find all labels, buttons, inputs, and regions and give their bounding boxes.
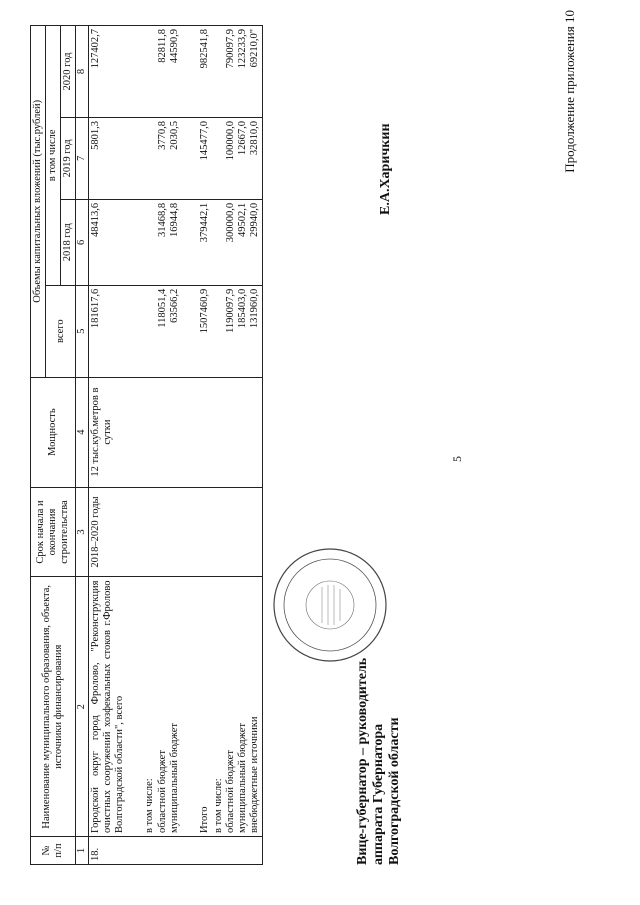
- table-row: [198, 26, 212, 865]
- itogo-funding-sources: в том числе: областной бюджет муниципальный бюджет внебюджетные источники: [212, 577, 263, 837]
- header-2020: 2020 год: [61, 26, 76, 118]
- itogo-total-values: 1190097,9 185403,0 131960,0: [212, 285, 263, 377]
- itogo-values-2019: 100000,0 12667,0 32810,0: [212, 117, 263, 199]
- itogo-2020: 982541,8: [198, 26, 212, 118]
- itogo-total: 1507460,9: [198, 285, 212, 377]
- capacity: 12 тыс.куб.метров в сутки: [89, 377, 128, 487]
- header-capacity: Мощность: [31, 377, 76, 487]
- values-2019: 3770,8 2030,5: [143, 117, 181, 199]
- header-2018: 2018 год: [61, 199, 76, 285]
- funding-sources: в том числе: областной бюджет муниципальный бюджет: [143, 577, 181, 837]
- total-value: 181617,6: [89, 285, 128, 377]
- col-number: 2: [76, 577, 89, 837]
- object-name: Городской округ город Фролово, "Реконструкция очистных сооружений хозфекальных стоков г.Фролово Волгоградской области", всего: [89, 577, 128, 837]
- header-num: № п/п: [31, 837, 76, 865]
- header-including: в том числе: [46, 26, 61, 286]
- value-2019: 5801,3: [89, 117, 128, 199]
- values-2018: 31468,8 16944,8: [143, 199, 181, 285]
- total-values: 118051,4 63566,2: [143, 285, 181, 377]
- col-number: 4: [76, 377, 89, 487]
- col-number: 6: [76, 199, 89, 285]
- itogo-values-2018: 300000,0 49502,1 29940,0: [212, 199, 263, 285]
- official-stamp: [270, 545, 390, 665]
- col-number: 7: [76, 117, 89, 199]
- values-2020: 82811,8 44590,9: [143, 26, 181, 118]
- header-volumes-group: Объемы капитальных вложений (тыс.рублей): [31, 26, 46, 378]
- itogo-label: Итого: [198, 577, 212, 837]
- value-2018: 48413,6: [89, 199, 128, 285]
- header-term: Срок начала и окончания строительства: [31, 487, 76, 577]
- capital-investment-table: [30, 25, 263, 865]
- table-row: [212, 26, 263, 865]
- col-number: 8: [76, 26, 89, 118]
- construction-term: 2018–2020 годы: [89, 487, 128, 577]
- page-number: 5: [450, 456, 464, 462]
- row-number: 18.: [89, 837, 128, 865]
- appendix-continuation-note: Продолжение приложения 10: [562, 10, 577, 173]
- col-number: 3: [76, 487, 89, 577]
- header-2019: 2019 год: [61, 117, 76, 199]
- signatory-name: Е.А.Харичкин: [378, 123, 393, 215]
- table-row: [143, 26, 181, 865]
- itogo-values-2020: 790097,9 123233,9 69210,0": [212, 26, 263, 118]
- itogo-2019: 145477,0: [198, 117, 212, 199]
- header-name: Наименование муниципального образования, объекта, источники финансирования: [31, 577, 76, 837]
- table-row: [89, 26, 128, 865]
- header-total: всего: [46, 285, 76, 377]
- value-2020: 127402,7: [89, 26, 128, 118]
- col-number: 5: [76, 285, 89, 377]
- itogo-2018: 379442,1: [198, 199, 212, 285]
- col-number: 1: [76, 837, 89, 865]
- signature-title: Вице-губернатор – руководитель аппарата Губернатора Волгоградской области: [355, 657, 403, 865]
